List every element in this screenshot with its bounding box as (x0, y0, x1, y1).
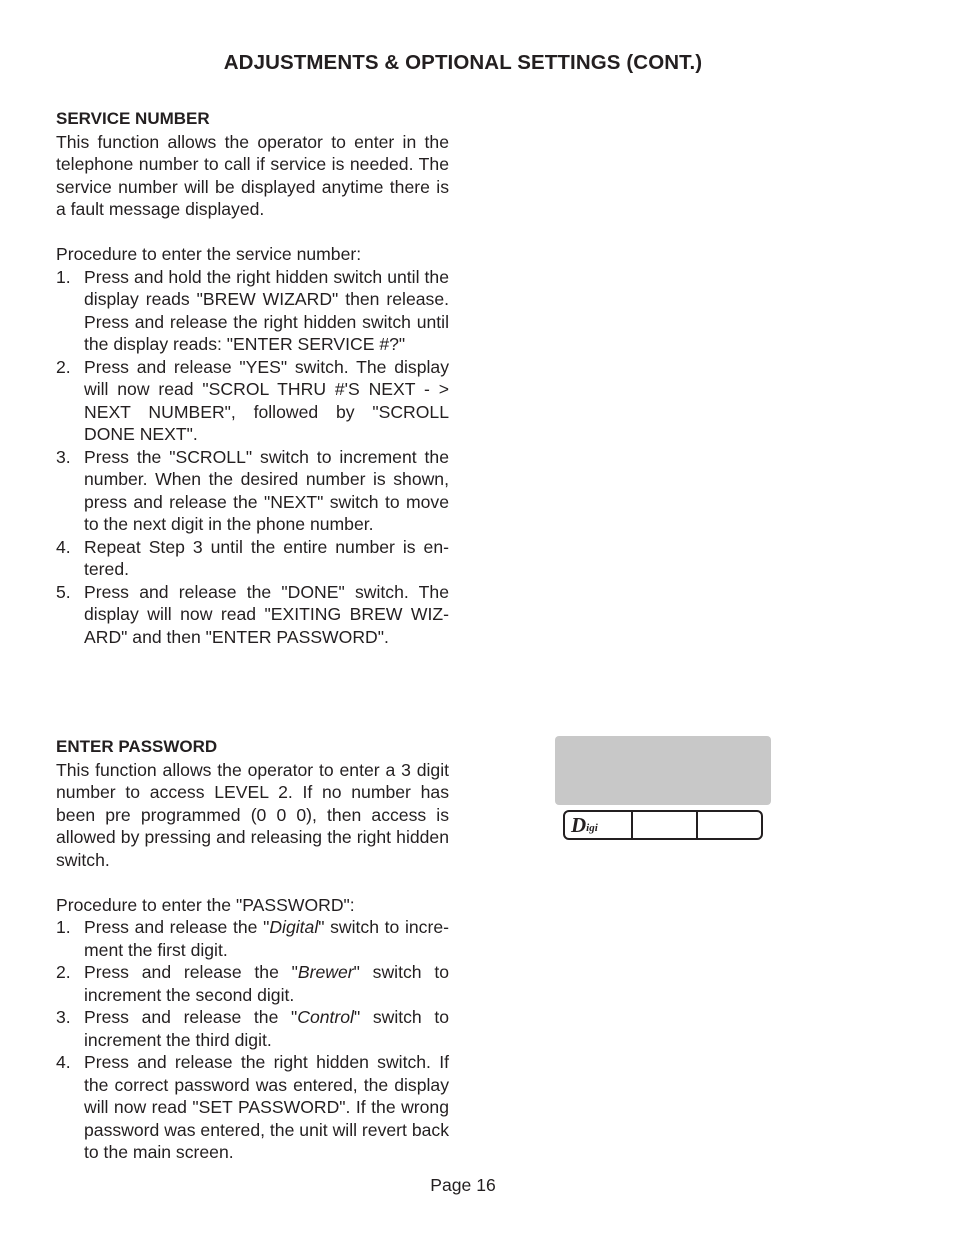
list-item (56, 356, 449, 446)
brewer-switch[interactable] (633, 812, 698, 838)
list-item (56, 581, 449, 649)
list-item (56, 1006, 449, 1051)
step-text: Press the "SCROLL" switch to increment the number. When the desired number is shown, press and release the "NEXT" switch to move to the next digit in the phone number. (84, 446, 449, 534)
step-number: 1. (56, 266, 71, 287)
list-item (56, 266, 449, 356)
step-text: Press and hold the right hidden switch until the display reads "BREW WIZARD" then release. Press and release the right hidden switch until the display reads: "ENTER SERVICE #?" (84, 266, 449, 354)
step-text: Press and release "YES" switch. The display will now read "SCROL THRU #'S NEXT - > NEXT NUMBER", followed by "SCROLL DONE NEXT". (84, 356, 449, 444)
step-number: 3. (56, 446, 71, 467)
step-text: Repeat Step 3 until the entire number is en-tered. (84, 536, 449, 579)
step-number: 4. (56, 536, 71, 557)
step-text-pre: Press and release the " (84, 1007, 298, 1027)
step-text-pre: Press and release the right hidden switch. If the correct password was entered, the display will now read "SET PASSWORD". If the wrong password was entered, the unit will revert back to the main screen. (84, 1052, 449, 1162)
page-title: ADJUSTMENTS & OPTIONAL SETTINGS (CONT.) (223, 51, 703, 74)
step-number: 3. (56, 1007, 71, 1027)
section-heading: ENTER PASSWORD (56, 737, 218, 756)
section-intro: This function allows the operator to enter in the telephone number to call if service is needed. The service number will be displayed anytime there is a fault message displayed. (56, 131, 449, 219)
step-text-pre: Press and release the " (84, 962, 298, 982)
step-text-post: " switch to increment the second digit. (84, 962, 449, 1005)
step-number: 1. (56, 917, 71, 937)
list-item (56, 536, 449, 581)
step-text-pre: Press and release the " (84, 917, 270, 937)
step-text-post: " switch to increment the third digit. (84, 1007, 449, 1050)
procedure-label: Procedure to enter the "PASSWORD": (56, 894, 355, 915)
switch-name: Control (297, 1007, 354, 1027)
switch-panel (563, 810, 763, 840)
procedure-steps (56, 266, 449, 649)
step-number: 5. (56, 581, 71, 602)
step-number: 2. (56, 962, 71, 982)
digi-logo-letter: D (571, 812, 587, 837)
switch-name: Digital (269, 917, 319, 937)
switch-name: Brewer (297, 962, 354, 982)
digi-logo-suffix: igi (586, 822, 598, 834)
service-number-section (56, 108, 449, 648)
display-screen (555, 736, 771, 805)
list-item (56, 916, 449, 961)
digital-switch[interactable] (565, 812, 633, 838)
section-intro: This function allows the operator to enter a 3 digit number to access LEVEL 2. If no number has been pre programmed (0 0 0), then access is allowed by pressing and releasing the right hidden switch. (56, 759, 449, 870)
page-number: Page 16 (430, 1175, 496, 1195)
procedure-label: Procedure to enter the service number: (56, 244, 362, 264)
procedure-steps (56, 916, 449, 1164)
list-item (56, 1051, 449, 1164)
step-number: 4. (56, 1052, 71, 1072)
step-text: Press and release the "DONE" switch. The display will now read "EXITING BREW WIZ-ARD" and then "ENTER PASSWORD". (84, 581, 449, 647)
step-text-post: " switch to incre-ment the first digit. (84, 917, 449, 960)
list-item (56, 446, 449, 536)
enter-password-section (56, 736, 449, 1164)
list-item (56, 961, 449, 1006)
section-heading: SERVICE NUMBER (56, 109, 210, 128)
control-switch[interactable] (698, 812, 761, 838)
step-number: 2. (56, 356, 71, 377)
